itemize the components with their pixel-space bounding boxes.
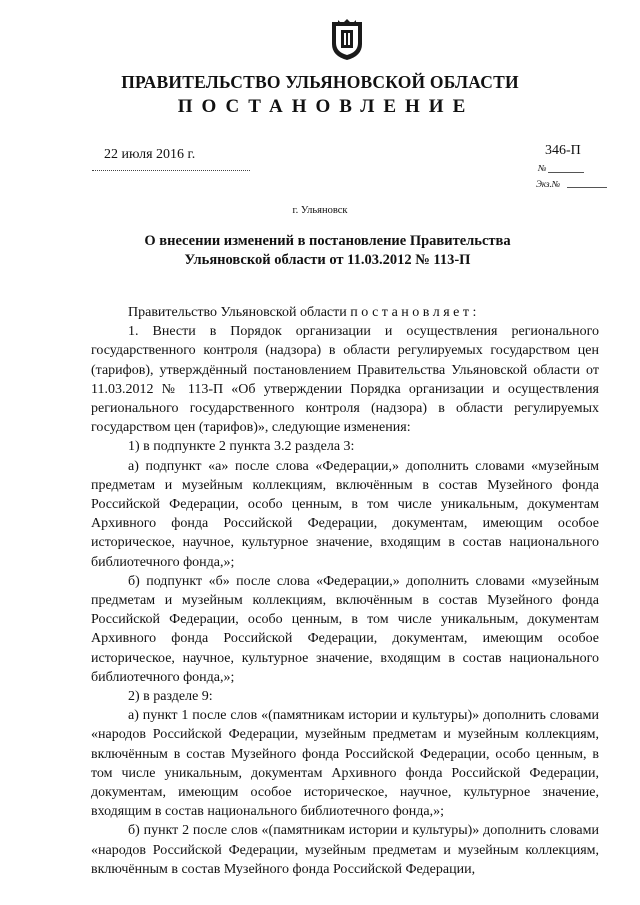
number-underline — [548, 172, 584, 173]
document-date: 22 июля 2016 г. — [104, 147, 196, 162]
document-subject — [100, 232, 555, 270]
body-paragraph: 2) в разделе 9: — [128, 689, 213, 705]
document-number: 346-П — [545, 143, 581, 158]
document-body — [91, 303, 599, 879]
organization-title: ПРАВИТЕЛЬСТВО УЛЬЯНОВСКОЙ ОБЛАСТИ — [121, 72, 519, 92]
copy-number-underline — [567, 187, 607, 188]
subject-line-2: Ульяновской области от 11.03.2012 № 113-П — [184, 252, 471, 268]
city: г. Ульяновск — [292, 205, 348, 216]
subject-line-1: О внесении изменений в постановление Правительства — [144, 233, 511, 249]
intro-verb: постановляет: — [350, 305, 480, 320]
copy-number-label: Экз.№ — [536, 179, 561, 189]
body-paragraph: 1) в подпункте 2 пункта 3.2 раздела 3: — [128, 439, 355, 455]
number-label: № — [538, 163, 547, 173]
body-paragraph: а) подпункт «а» после слова «Федерации,» дополнить словами «музейным предметам и музейным коллекциям, включённым в состав Музейного фонда Российской Федерации, особо ценным, в том числе уникальным, документам Архивного фонда Российской Федерации, документам, имеющим особое историческое, научное, культурное значение, входящим в состав национального библиотечного фонда,»; — [91, 458, 599, 570]
body-paragraph: а) пункт 1 после слов «(памятникам истории и культуры)» дополнить словами «народов Российской Федерации, музейным предметам и музейным коллекциям, включённым в состав Музейного фонда Российской Федерации, особо ценным, в том числе уникальным, документам Архивного фонда Российской Федерации, документам, имеющим особое историческое, научное, культурное значение, входящим в состав национального библиотечного фонда,»; — [91, 708, 599, 820]
body-paragraph: б) подпункт «б» после слова «Федерации,» дополнить словами «музейным предметам и музейным коллекциям, включённым в состав Музейного фонда Российской Федерации, особо ценным, в том числе уникальным, документам Архивного фонда Российской Федерации, документам, имеющим особое историческое, научное, культурное значение, входящим в состав национального библиотечного фонда,»; — [91, 573, 599, 685]
coat-of-arms-icon — [330, 18, 364, 62]
document-type: ПОСТАНОВЛЕНИЕ — [177, 96, 475, 117]
body-paragraph: 1. Внести в Порядок организации и осуществления регионального государственного контроля (надзора) в области регулируемых государством цен (тарифов), утверждённый постановлением Правительства Ульяновской области от 11.03.2012 № 113-П «Об утверждении Порядка организации и осуществления регионального государственного контроля (надзора) в области регулируемых государством цен (тарифов)», следующие изменения: — [91, 324, 599, 436]
intro-paragraph — [91, 303, 599, 322]
body-paragraph: б) пункт 2 после слов «(памятникам истории и культуры)» дополнить словами «народов Российской Федерации, музейным предметам и музейным коллекциям, включённым в состав Музейного фонда Российской Федерации, — [91, 823, 599, 877]
date-underline — [92, 170, 250, 171]
intro-prefix: Правительство Ульяновской области — [128, 305, 347, 320]
